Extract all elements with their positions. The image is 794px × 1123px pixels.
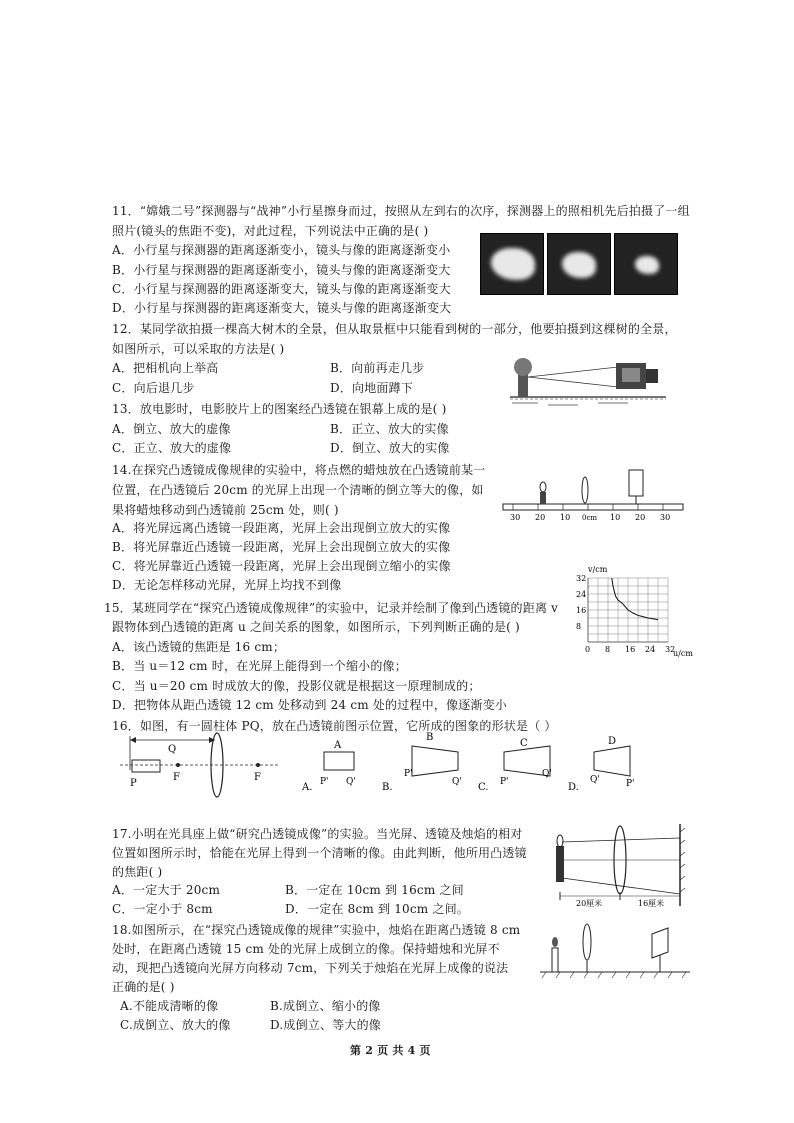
q12-stem-line2: 如图所示，可以采取的方法是( ) — [112, 342, 285, 356]
q17-option-d: D．一定在 8cm 到 10cm 之间。 — [285, 902, 469, 916]
q14-option-d: D．无论怎样移动光屏，光屏上均找不到像 — [112, 578, 342, 592]
option-d-q: Q' — [590, 775, 600, 785]
q15-stem-line1: 15．某班同学在“探究凸透镜成像规律”的实验中，记录并绘制了像到凸透镜的距离 v — [104, 601, 559, 615]
optical-bench-figure — [498, 462, 688, 526]
option-d-p: P' — [626, 779, 635, 789]
q18-stem-line4: 正确的是( ) — [112, 980, 175, 994]
q12-stem-line1: 12．某同学欲拍摄一棵高大树木的全景，但从取景框中只能看到树的一部分，他要拍摄到这棵树的全景， — [112, 322, 677, 336]
p-label: P — [130, 778, 137, 789]
chart-series-curve — [612, 578, 658, 620]
q12-option-b: B．向前再走几步 — [330, 361, 425, 375]
ruler-label-2: 20 — [535, 513, 546, 522]
asteroid-photo-1 — [480, 233, 544, 295]
q15-option-a: A．该凸透镜的焦距是 16 cm； — [112, 640, 286, 654]
q13-option-a: A．倒立、放大的虚像 — [112, 422, 231, 436]
q13-option-b: B．正立、放大的实像 — [330, 422, 449, 436]
ruler-label-6: 20 — [635, 513, 646, 522]
option-a-q: Q' — [346, 777, 356, 787]
q14-option-c: C．将光屏靠近凸透镜一段距离，光屏上会出现倒立缩小的实像 — [112, 559, 451, 573]
ruler-label-4: 0cm — [582, 514, 598, 522]
q11-stem-line1: 11．“嫦娥二号”探测器与“战神”小行星擦身而过，按照从左到右的次序，探测器上的照相机先后拍摄了一组 — [112, 204, 690, 218]
q14-stem-line2: 位置，在凸透镜后 20cm 的光屏上出现一个清晰的倒立等大的像，如 — [112, 483, 484, 497]
q14-stem-line3: 果将蜡烛移动到凸透镜前 25cm 处，则( ) — [112, 503, 339, 517]
option-a-marker: A. — [302, 782, 313, 793]
option-c-q: Q' — [542, 769, 552, 779]
q-label: Q — [168, 744, 177, 755]
distance-label-16cm: 16厘米 — [638, 899, 665, 908]
q15-stem-line2: 跟物体到凸透镜的距离 u 之间关系的图象，如图所示，下列判断正确的是( ) — [112, 620, 520, 634]
q18-stem-line3: 动，现把凸透镜向光屏方向移动 7cm，下列关于烛焰在光屏上成像的说法 — [112, 961, 509, 975]
tree-photo-figure — [508, 353, 668, 413]
q11-option-c: C．小行星与探测器的距离逐渐变大，镜头与像的距离逐渐变大 — [112, 282, 451, 296]
q18-stem-line2: 处时，在距离凸透镜 15 cm 处的光屏上成倒立的像。保持蜡烛和光屏不 — [112, 942, 500, 956]
chart-xtick-label: 8 — [605, 645, 611, 654]
chart-ytick-label: 24 — [576, 590, 587, 599]
q17-option-c: C．一定小于 8cm — [112, 902, 213, 916]
option-c-letter: C — [520, 738, 528, 749]
chart-xtick-label: 32 — [665, 645, 676, 654]
q13-option-d: D．倒立、放大的实像 — [330, 441, 450, 455]
f-label-left: F — [173, 772, 180, 783]
ruler-label-1: 30 — [510, 513, 521, 522]
option-c-marker: C. — [478, 782, 489, 793]
q15-option-d: D．把物体从距凸透镜 12 cm 处移动到 24 cm 处的过程中，像逐渐变小 — [112, 698, 508, 712]
option-a-p: P' — [320, 777, 329, 787]
q18-stem-line1: 18.如图所示，在“探究凸透镜成像的规律”实验中，烛焰在距离凸透镜 8 cm — [112, 923, 521, 937]
q12-option-c: C．向后退几步 — [112, 381, 195, 395]
q17-stem-line2: 位置如图所示时，恰能在光屏上得到一个清晰的像。由此判断，他所用凸透镜 — [112, 846, 527, 860]
q14-stem-line1: 14.在探究凸透镜成像规律的实验中，将点燃的蜡烛放在凸透镜前某一 — [112, 463, 486, 477]
cylinder-lens-figure — [120, 730, 680, 800]
asteroid-photo-2 — [547, 233, 611, 295]
chart-ytick-label: 32 — [576, 574, 587, 583]
q18-option-b: B.成倒立、缩小的像 — [270, 999, 381, 1013]
q14-option-b: B．将光屏靠近凸透镜一段距离，光屏上会出现倒立放大的实像 — [112, 540, 451, 554]
ruler-label-3: 10 — [560, 513, 571, 522]
chart-xlabel: u/cm — [673, 649, 693, 658]
chart-ytick-label: 16 — [576, 606, 587, 615]
q17-option-a: A．一定大于 20cm — [112, 883, 221, 897]
q11-option-a: A．小行星与探测器的距离逐渐变小，镜头与像的距离逐渐变小 — [112, 243, 451, 257]
q12-option-a: A．把相机向上举高 — [112, 361, 219, 375]
option-b-letter: B — [426, 732, 434, 743]
option-a-letter: A — [334, 740, 342, 751]
option-b-p: P' — [404, 769, 413, 779]
asteroid-photo-3 — [614, 233, 678, 295]
page-footer: 第 2 页 共 4 页 — [350, 1044, 431, 1057]
q17-stem-line3: 的焦距( ) — [112, 865, 163, 879]
q14-option-a: A．将光屏远离凸透镜一段距离，光屏上会出现倒立放大的实像 — [112, 521, 451, 535]
q13-option-c: C．正立、放大的虚像 — [112, 441, 232, 455]
chart-xtick-label: 0 — [585, 645, 591, 654]
q11-stem-line2: 照片(镜头的焦距不变)，对此过程，下列说法中正确的是( ) — [112, 224, 429, 238]
chart-ytick-label: 8 — [576, 622, 582, 631]
option-d-marker: D. — [568, 782, 579, 793]
candle-lens-screen-figure-2 — [540, 920, 690, 984]
q11-option-b: B．小行星与探测器的距离逐渐变小，镜头与像的距离逐渐变大 — [112, 263, 451, 277]
candle-lens-screen-figure — [548, 822, 688, 912]
v-u-chart — [558, 560, 698, 660]
q15-option-c: C．当 u＝20 cm 时成放大的像，投影仪就是根据这一原理制成的； — [112, 679, 481, 693]
distance-label-20cm: 20厘米 — [576, 899, 603, 908]
q18-option-c: C.成倒立、放大的像 — [120, 1018, 231, 1032]
q16-stem: 16．如图，有一圆柱体 PQ，放在凸透镜前图示位置，它所成的图象的形状是（ ） — [112, 719, 557, 733]
q15-option-b: B．当 u＝12 cm 时，在光屏上能得到一个缩小的像； — [112, 659, 407, 673]
option-c-p: P' — [500, 777, 509, 787]
chart-xtick-label: 24 — [645, 645, 656, 654]
ruler-label-7: 30 — [660, 513, 671, 522]
f-label-right: F — [254, 772, 261, 783]
chart-xtick-label: 16 — [625, 645, 636, 654]
q18-option-d: D.成倒立、等大的像 — [270, 1018, 382, 1032]
q12-option-d: D．向地面蹲下 — [330, 381, 414, 395]
ruler-label-5: 10 — [610, 513, 621, 522]
q17-option-b: B．一定在 10cm 到 16cm 之间 — [285, 883, 464, 897]
q18-option-a: A.不能成清晰的像 — [120, 999, 219, 1013]
q17-stem-line1: 17.小明在光具座上做“研究凸透镜成像”的实验。当光屏、透镜及烛焰的相对 — [112, 827, 523, 841]
option-b-marker: B. — [382, 782, 393, 793]
option-d-letter: D — [608, 736, 617, 747]
q11-option-d: D．小行星与探测器的距离逐渐变大，镜头与像的距离逐渐变大 — [112, 301, 452, 315]
q13-stem: 13．放电影时，电影胶片上的图案经凸透镜在银幕上成的是( ) — [112, 402, 447, 416]
option-b-q: Q' — [452, 777, 462, 787]
chart-ylabel: v/cm — [588, 565, 608, 574]
